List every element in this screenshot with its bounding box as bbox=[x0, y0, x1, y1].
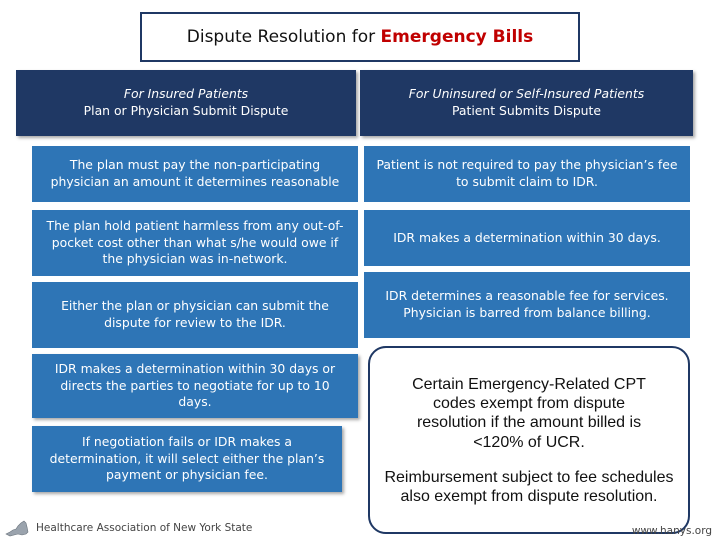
uninsured-header-title: For Uninsured or Self-Insured Patients bbox=[408, 86, 645, 102]
footer-url[interactable]: www.hanys.org bbox=[631, 525, 712, 537]
uninsured-item bbox=[364, 272, 690, 338]
insured-header bbox=[16, 70, 356, 136]
new-york-state-icon bbox=[4, 518, 30, 538]
title-prefix: Dispute Resolution for bbox=[186, 27, 381, 47]
footer-org bbox=[4, 518, 252, 538]
uninsured-item-text: IDR determines a reasonable fee for services. Physician is barred from balance billing. bbox=[385, 288, 669, 320]
insured-header-subtitle: Plan or Physician Submit Dispute bbox=[83, 103, 289, 118]
insured-item bbox=[32, 426, 342, 492]
page-title bbox=[140, 12, 580, 62]
insured-item bbox=[32, 354, 358, 418]
insured-item bbox=[32, 210, 358, 276]
title-accent: Emergency Bills bbox=[380, 27, 534, 47]
insured-item-text: IDR makes a determination within 30 days or directs the parties to negotiate for up to 10 days. bbox=[54, 360, 336, 410]
footer-org-name: Healthcare Association of New York State bbox=[36, 522, 253, 534]
insured-item bbox=[32, 146, 358, 202]
uninsured-item bbox=[364, 210, 690, 266]
uninsured-item-text: Patient is not required to pay the physician’s fee to submit claim to IDR. bbox=[376, 157, 678, 189]
insured-item-text: The plan must pay the non-participating physician an amount it determines reasonable bbox=[50, 157, 340, 189]
insured-item-text: If negotiation fails or IDR makes a determination, it will select either the plan’s payment or physician fee. bbox=[49, 433, 325, 483]
insured-item bbox=[32, 282, 358, 348]
uninsured-header-subtitle: Patient Submits Dispute bbox=[451, 103, 602, 118]
insured-item-text: The plan hold patient harmless from any out-of-pocket cost other than what s/he would owe if the physician was in-network. bbox=[46, 217, 344, 267]
insured-item-text: Either the plan or physician can submit the dispute for review to the IDR. bbox=[61, 298, 329, 330]
uninsured-item-text: IDR makes a determination within 30 days. bbox=[393, 229, 661, 245]
uninsured-header bbox=[360, 70, 693, 136]
insured-header-title: For Insured Patients bbox=[123, 86, 249, 102]
exemption-cpt-text: Certain Emergency-Related CPT codes exempt from dispute resolution if the amount billed is <120% of UCR. bbox=[412, 376, 646, 451]
uninsured-item bbox=[364, 146, 690, 202]
exemption-fee-schedule-text: Reimbursement subject to fee schedules also exempt from dispute resolution. bbox=[384, 469, 674, 506]
